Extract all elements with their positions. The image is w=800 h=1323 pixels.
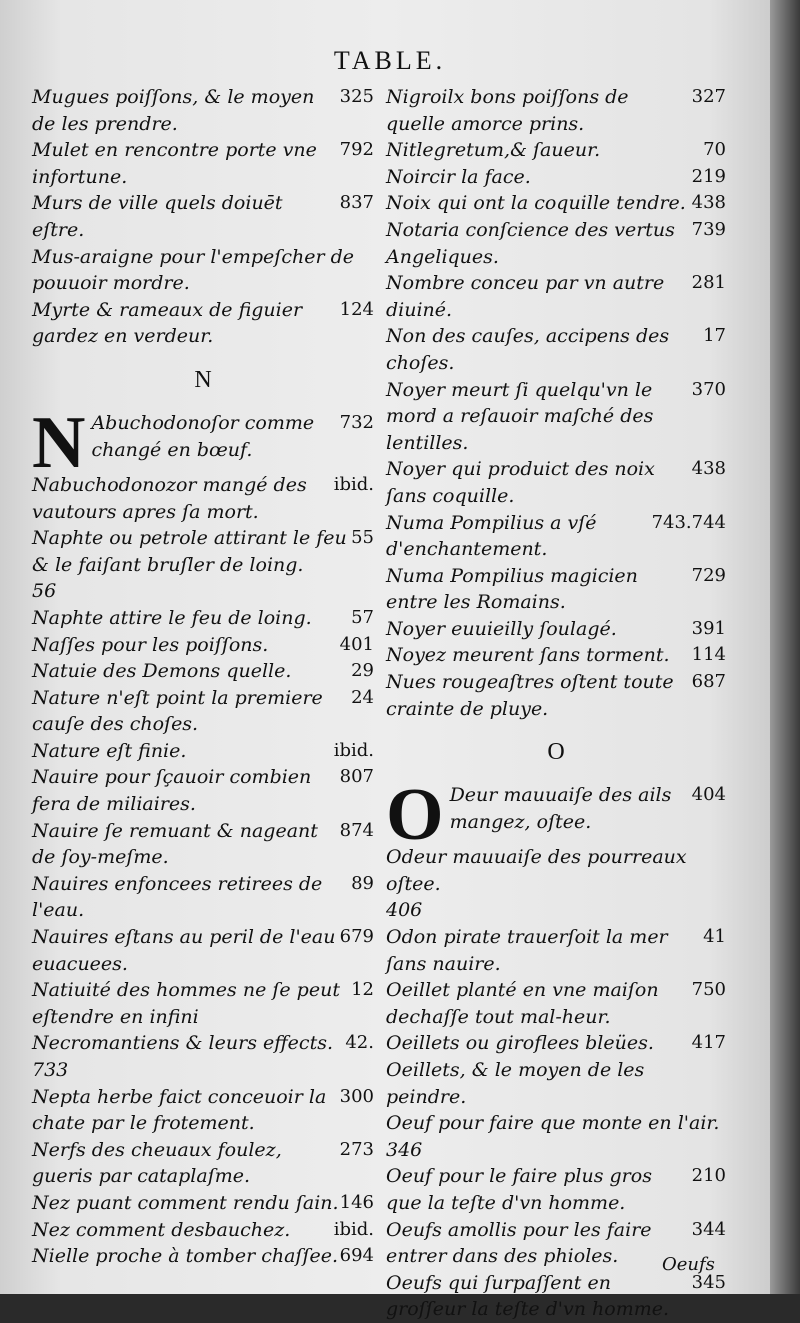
page-ref: 750 — [691, 979, 726, 1001]
entry-text: Nauires enfoncees retirees de l'eau. — [32, 872, 323, 922]
page-ref: 300 — [339, 1085, 374, 1107]
index-entry — [386, 217, 726, 270]
index-entry — [32, 1084, 374, 1137]
entry-text: Oeillets, & le moyen de les peindre. — [386, 1059, 645, 1108]
page-ref: ibid. — [333, 473, 374, 495]
entry-text: 346 — [386, 1138, 423, 1161]
page-ref: 694 — [339, 1245, 374, 1267]
index-entry — [386, 616, 726, 643]
index-entry — [32, 137, 374, 190]
page-ref: ibid. — [333, 1218, 374, 1240]
page-ref: 41 — [703, 926, 726, 948]
index-entry — [386, 190, 726, 217]
entry-text: Oeillet planté en vne maiſon dechaſſe tout mal-heur. — [386, 979, 659, 1028]
entry-text: Mulet en rencontre porte vne infortune. — [32, 139, 317, 188]
entry-text: Notaria conſcience des vertus Angeliques. — [386, 218, 675, 268]
entry-text: Deur mauuaiſe des ails mangez, oſtee. — [449, 784, 672, 833]
index-entry — [386, 1270, 726, 1323]
entry-text: Oeufs qui ſurpaſſent en groſſeur la teſte d'vn homme. — [386, 1271, 670, 1321]
index-entry — [386, 1163, 726, 1216]
entry-text: Nues rougeaſtres oſtent toute crainte de pluye. — [386, 671, 674, 720]
index-entry — [32, 924, 374, 977]
entry-text: Myrte & rameaux de figuier gardez en verdeur. — [32, 298, 303, 348]
index-entry — [32, 685, 374, 738]
index-entry — [32, 658, 374, 685]
page-ref: ibid. — [333, 739, 374, 761]
entry-text: Mus-araigne pour l'empeſcher de pouuoir mordre. — [32, 245, 354, 295]
index-entry — [386, 270, 726, 323]
entry-text: Noyer meurt ſi quelqu'vn le mord a reſauoir maſché des lentilles. — [386, 378, 654, 454]
index-entry — [386, 924, 726, 977]
entry-text: 733 — [32, 1059, 69, 1081]
entry-list — [32, 472, 374, 1270]
entry-text: Noircir la face. — [386, 165, 531, 188]
entry-text: Nabuchodonozor mangé des vautours apres ſa mort. — [32, 473, 307, 523]
entry-text: Nauires eſtans au peril de l'eau euacuees. — [32, 926, 336, 975]
entry-text: Oeufs amollis pour les faire entrer dans des phioles. — [386, 1218, 652, 1268]
page-ref: 417 — [691, 1032, 726, 1054]
page-ref: 24 — [351, 686, 374, 708]
entry-text: Nerfs des cheuaux foulez, gueris par cataplaſme. — [32, 1138, 282, 1188]
page-ref: 70 — [703, 139, 726, 161]
entry-text: Naphte ou petrole attirant le feu & le faiſant bruſler de loing. — [32, 527, 347, 576]
entry-text: Oeuf pour faire que monte en l'air. — [386, 1112, 720, 1135]
index-entry — [386, 164, 726, 191]
section-letter-n: N — [194, 366, 212, 393]
index-column-left — [32, 84, 374, 1270]
index-entry — [32, 1030, 374, 1057]
entry-text: Necromantiens & leurs effects. — [32, 1032, 333, 1055]
entry-text: Oeuf pour le faire plus gros que la teſte d'vn homme. — [386, 1165, 652, 1214]
entry-text: Noyer euuieilly ſoulagé. — [386, 617, 617, 640]
index-entry — [32, 764, 374, 817]
entry-text: Murs de ville quels doiuēt eſtre. — [32, 192, 283, 241]
index-entry — [386, 456, 726, 509]
index-entry — [386, 84, 726, 137]
index-entry — [386, 977, 726, 1030]
index-entry — [32, 297, 374, 350]
index-column-right — [386, 84, 726, 1323]
page-ref: 874 — [339, 819, 374, 841]
page-ref: 325 — [339, 86, 374, 107]
index-entry — [32, 525, 374, 578]
entry-text: Natuie des Demons quelle. — [32, 660, 292, 683]
entry-list — [386, 844, 726, 1323]
entry-text: Odon pirate trauerſoit la mer ſans nauire. — [386, 926, 668, 975]
index-entry — [386, 563, 726, 616]
page-ref: 344 — [691, 1218, 726, 1240]
entry-list — [32, 84, 374, 350]
index-entry — [386, 669, 726, 722]
page-ref: 807 — [339, 766, 374, 788]
page-ref: 687 — [691, 671, 726, 693]
catchword: Oeufs — [662, 1254, 715, 1275]
index-entry — [32, 977, 374, 1030]
entry-text: Mugues poiſſons, & le moyen de les prendre. — [32, 86, 315, 135]
drop-cap: N — [32, 401, 86, 484]
index-entry — [32, 1137, 374, 1190]
page-ref: 729 — [691, 564, 726, 586]
entry-text: Nigroilx bons poiſſons de quelle amorce prins. — [386, 86, 629, 135]
entry-text: Nitlegretum,& ſaueur. — [386, 139, 601, 162]
index-entry — [32, 578, 374, 605]
index-entry — [386, 642, 726, 669]
entry-text: Noix qui ont la coquille tendre. — [386, 192, 686, 215]
section-letter-o: O — [547, 739, 565, 766]
index-entry — [386, 510, 726, 563]
page-ref: 739 — [691, 218, 726, 240]
page-ref: 345 — [691, 1271, 726, 1293]
page-ref: 29 — [351, 660, 374, 682]
entry-text: Noyer qui produict des noix ſans coquille. — [386, 458, 655, 507]
index-entry — [386, 1110, 726, 1137]
entry-text: Nauire pour ſçauoir combien fera de miliaires. — [32, 766, 312, 816]
page-ref: 57 — [351, 606, 374, 628]
index-entry — [386, 782, 726, 835]
index-entry — [386, 1030, 726, 1057]
index-entry — [32, 871, 374, 924]
index-entry — [32, 605, 374, 632]
page-ref: 391 — [691, 617, 726, 639]
index-entry — [32, 190, 374, 243]
entry-text: Naphte attire le feu de loing. — [32, 606, 312, 629]
index-entry — [32, 818, 374, 871]
page-ref: 146 — [339, 1191, 374, 1213]
entry-text: Numa Pompilius magicien entre les Romains. — [386, 564, 638, 614]
page-ref: 42. — [345, 1032, 374, 1054]
index-entry — [386, 377, 726, 457]
page-ref: 743.744 — [651, 511, 726, 533]
page-ref: 210 — [691, 1165, 726, 1187]
index-entry — [386, 137, 726, 164]
entry-text: Nez puant comment rendu ſain. — [32, 1191, 339, 1214]
page-ref: 370 — [691, 378, 726, 400]
index-entry — [32, 738, 374, 765]
page-ref: 679 — [339, 926, 374, 948]
page-ref: 732 — [339, 411, 374, 433]
index-entry — [386, 323, 726, 376]
index-entry — [386, 1057, 726, 1110]
index-entry — [386, 897, 726, 924]
entry-list — [386, 84, 726, 722]
index-entry — [386, 844, 726, 897]
page-ref: 327 — [691, 86, 726, 107]
entry-text: 56 — [32, 580, 57, 603]
page-ref: 404 — [691, 784, 726, 806]
page-ref: 438 — [691, 458, 726, 480]
index-entry — [32, 472, 374, 525]
entry-text: Oeillets ou giroflees bleües. — [386, 1032, 654, 1055]
entry-text: Numa Pompilius a vſé d'enchantement. — [386, 511, 597, 561]
entry-text: Nature eſt finie. — [32, 739, 187, 762]
entry-text: Nielle proche à tomber chaſſee. — [32, 1245, 339, 1268]
page-ref: 401 — [339, 633, 374, 655]
index-entry — [32, 1243, 374, 1270]
entry-text: Odeur mauuaiſe des pourreaux oſtee. — [386, 846, 687, 895]
index-entry — [32, 1190, 374, 1217]
index-entry — [32, 410, 374, 463]
entry-text: Nauire ſe remuant & nageant de ſoy-meſme. — [32, 819, 318, 869]
page-ref: 55 — [351, 527, 374, 549]
entry-text: Noyez meurent ſans torment. — [386, 644, 670, 667]
entry-text: Nombre conceu par vn autre diuiné. — [386, 272, 665, 321]
entry-text: Abuchodonoſor comme changé en bœuf. — [91, 411, 315, 461]
index-entry — [32, 632, 374, 659]
drop-cap: O — [386, 774, 444, 857]
entry-text: Nez comment desbauchez. — [32, 1218, 291, 1241]
index-entry — [32, 1217, 374, 1244]
page-ref: 792 — [339, 139, 374, 161]
entry-text: 406 — [386, 899, 423, 922]
entry-text: Naſſes pour les poiſſons. — [32, 633, 269, 656]
page-ref: 114 — [691, 644, 726, 666]
entry-text: Nepta herbe faict conceuoir la chate par le frotement. — [32, 1085, 327, 1135]
page-ref: 89 — [351, 872, 374, 894]
page-ref: 124 — [339, 298, 374, 320]
entry-text: Non des cauſes, accipens des choſes. — [386, 325, 670, 374]
page-ref: 273 — [339, 1138, 374, 1160]
page-ref: 219 — [691, 165, 726, 187]
page-ref: 438 — [691, 192, 726, 214]
entry-text: Natiuité des hommes ne ſe peut eſtendre en infini — [32, 979, 340, 1028]
initial-entry — [386, 774, 726, 857]
entry-text: Nature n'eſt point la premiere cauſe des choſes. — [32, 686, 323, 736]
running-head: TABLE. — [333, 46, 447, 75]
index-entry — [32, 84, 374, 137]
index-entry — [32, 244, 374, 297]
page-ref: 281 — [691, 272, 726, 294]
index-entry — [32, 1057, 374, 1084]
index-entry — [386, 1137, 726, 1164]
page-edge-shadow — [770, 0, 800, 1294]
page-ref: 17 — [703, 325, 726, 347]
page-ref: 12 — [351, 979, 374, 1001]
page-ref: 837 — [339, 192, 374, 214]
